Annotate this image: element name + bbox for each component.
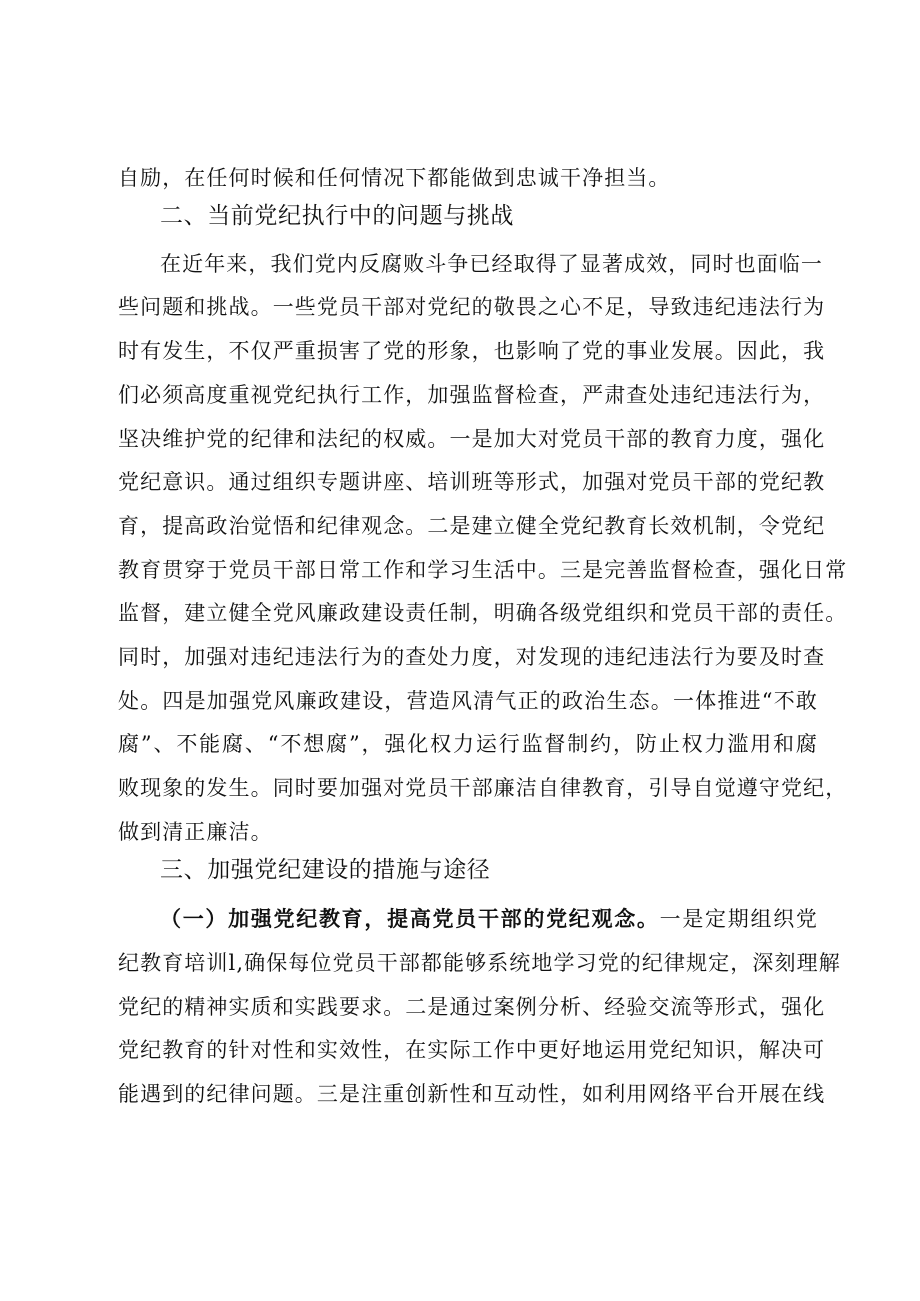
paragraph-line: 坚决维护党的纪律和法纪的权威。一是加大对党员干部的教育力度，强化 bbox=[118, 427, 826, 451]
section-2-heading: 二、当前党纪执行中的问题与挑战 bbox=[160, 203, 514, 229]
paragraph-line: 党纪教育的针对性和实效性，在实际工作中更好地运用党纪知识，解决可 bbox=[118, 1038, 826, 1062]
subsection-1-title: （一）加强党纪教育，提高党员干部的党纪观念。 bbox=[160, 906, 660, 931]
paragraph-line: 在近年来，我们党内反腐败斗争已经取得了显著成效，同时也面临一 bbox=[160, 252, 823, 276]
paragraph-line: 些问题和挑战。一些党员干部对党纪的敬畏之心不足，导致违纪违法行为 bbox=[118, 295, 826, 319]
subsection-1-text: 一是定期组织党 bbox=[659, 907, 819, 931]
paragraph-line: 同时，加强对违纪违法行为的查处力度，对发现的违纪违法行为要及时查 bbox=[118, 645, 826, 669]
paragraph-line: 败现象的发生。同时要加强对党员干部廉洁自律教育，引导自觉遵守党纪， bbox=[118, 776, 848, 800]
paragraph-line: 育，提高政治觉悟和纪律观念。二是建立健全党纪教育长效机制，令党纪 bbox=[118, 514, 826, 538]
paragraph-line: 时有发生，不仅严重损害了党的形象，也影响了党的事业发展。因此，我 bbox=[118, 339, 826, 363]
paragraph-line: 党纪意识。通过组织专题讲座、培训班等形式，加强对党员干部的党纪教 bbox=[118, 470, 826, 494]
intro-line: 自励，在任何时候和任何情况下都能做到忠诚干净担当。 bbox=[118, 166, 671, 190]
paragraph-line: 处。四是加强党风廉政建设，营造风清气正的政治生态。一体推进“不敢 bbox=[118, 689, 818, 713]
subsection-1-first-line bbox=[160, 902, 818, 936]
paragraph-line: 纪教育培训l,确保每位党员干部都能够系统地学习党的纪律规定，深刻理解 bbox=[118, 951, 841, 975]
paragraph-line: 党纪的精神实质和实践要求。二是通过案例分析、经验交流等形式，强化 bbox=[118, 995, 826, 1019]
paragraph-line: 腐”、不能腐、“不想腐”，强化权力运行监督制约，防止权力滥用和腐 bbox=[118, 732, 818, 756]
section-3-heading: 三、加强党纪建设的措施与途径 bbox=[160, 857, 491, 883]
paragraph-line: 们必须高度重视党纪执行工作，加强监督检查，严肃查处违纪违法行为， bbox=[118, 383, 826, 407]
paragraph-line: 能遇到的纪律问题。三是注重创新性和互动性，如利用网络平台开展在线 bbox=[118, 1082, 826, 1106]
paragraph-line: 做到清正廉洁。 bbox=[118, 820, 273, 844]
paragraph-line: 监督，建立健全党风廉政建设责任制，明确各级党组织和党员干部的责任。 bbox=[118, 601, 848, 625]
paragraph-line: 教育贯穿于党员干部日常工作和学习生活中。三是完善监督检查，强化日常 bbox=[118, 558, 848, 582]
